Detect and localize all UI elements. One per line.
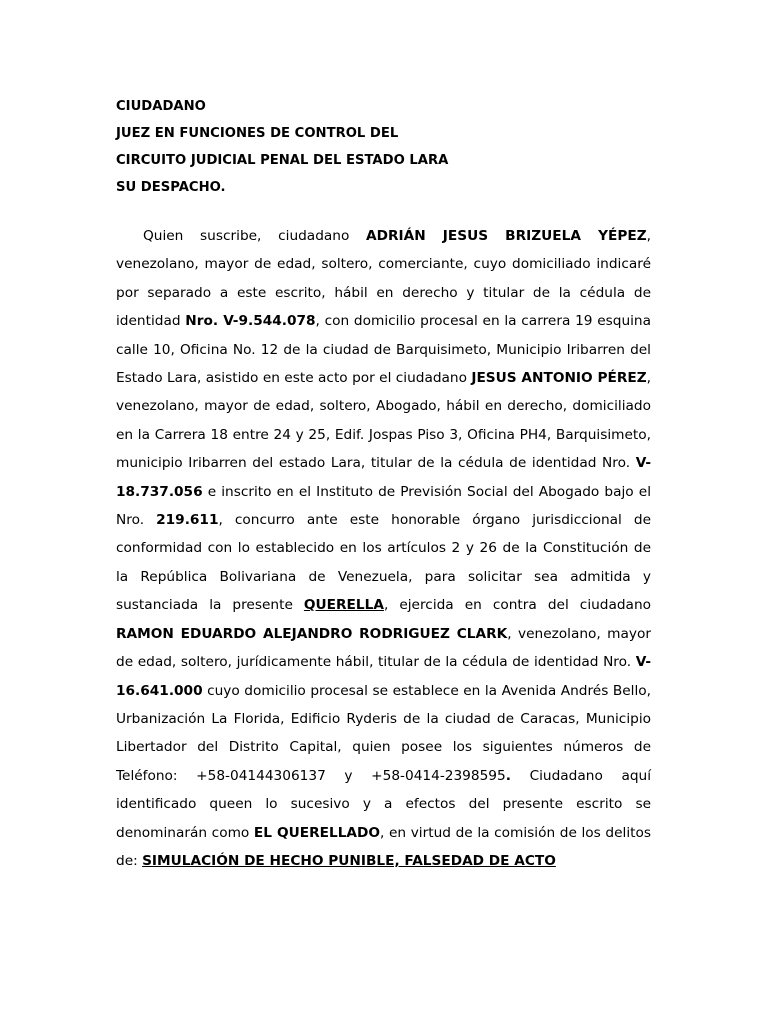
body-text-run: Ciudadano aquí identificado queen lo sucesivo y a efectos del presente escrito se denominarán como <box>116 767 652 841</box>
body-text-run: , concurro ante este honorable órgano jurisdiccional de conformidad con lo establecido en los artículos 2 y 26 de la Constitución de la República Bolivariana de Venezuela, para solicitar sea admitida y sustanciada la presente <box>116 512 651 614</box>
body-text-run: e inscrito en el Instituto de Previsión Social del Abogado bajo el Nro. <box>116 483 651 529</box>
defendant-designation: EL QUERELLADO <box>253 824 381 841</box>
defendant-id-number: V-16.641.000 <box>116 654 651 699</box>
body-paragraph <box>116 222 651 875</box>
body-text-run: , ejercida en contra del ciudadano <box>383 597 651 614</box>
offenses-list: SIMULACIÓN DE HECHO PUNIBLE, FALSEDAD DE ACTO <box>142 852 556 869</box>
body-text-run: , en virtud de la comisión de los delitos de: <box>116 824 651 869</box>
claimant-name: ADRIÁN JESUS BRIZUELA YÉPEZ <box>366 228 647 244</box>
body-text-run: , venezolano, mayor de edad, soltero, Abogado, hábil en derecho, domiciliado en la Carrera 18 entre 24 y 25, Edif. Jospas Piso 3, Oficina PH4, Barquisimeto, municipio Iribarren del estado Lara, titular de la cédula de identidad Nro. <box>116 370 651 472</box>
attorney-registry-number: 219.611 <box>156 512 219 529</box>
body-text-run: , con domicilio procesal en la carrera 19 esquina calle 10, Oficina No. 12 de la ciudad de Barquisimeto, Municipio Iribarren del Estado Lara, asistido en este acto por el ciudadano <box>116 313 651 387</box>
defendant-name: RAMON EDUARDO ALEJANDRO RODRIGUEZ CLARK <box>116 625 508 642</box>
addressee-line-4: SU DESPACHO. <box>116 180 226 195</box>
claimant-id-number: Nro. V-9.544.078 <box>185 313 316 330</box>
body-text-run: , venezolano, mayor de edad, soltero, comerciante, cuyo domiciliado indicaré por separado a este escrito, hábil en derecho y titular de la cédula de identidad <box>116 228 651 330</box>
body-text-run: , venezolano, mayor de edad, soltero, jurídicamente hábil, titular de la cédula de identidad Nro. <box>116 625 651 671</box>
addressee-line-1: CIUDADANO <box>116 99 206 114</box>
querella-term: QUERELLA <box>303 597 384 614</box>
body-text-run: cuyo domicilio procesal se establece en la Avenida Andrés Bello, Urbanización La Florida, Edificio Ryderis de la ciudad de Caracas, Municipio Libertador del Distrito Capital, quien posee los siguientes números de Teléfono: +58-04144306137 y +58-0414-2398595 <box>116 682 651 784</box>
body-text-run: Quien suscribe, ciudadano <box>143 228 367 244</box>
addressee-line-3: CIRCUITO JUDICIAL PENAL DEL ESTADO LARA <box>116 153 449 168</box>
addressee-block <box>116 93 656 201</box>
attorney-name: JESUS ANTONIO PÉREZ <box>471 370 647 387</box>
addressee-line-2: JUEZ EN FUNCIONES DE CONTROL DEL <box>116 126 399 141</box>
bold-period: . <box>505 767 511 784</box>
attorney-id-number: V-18.737.056 <box>116 455 651 500</box>
